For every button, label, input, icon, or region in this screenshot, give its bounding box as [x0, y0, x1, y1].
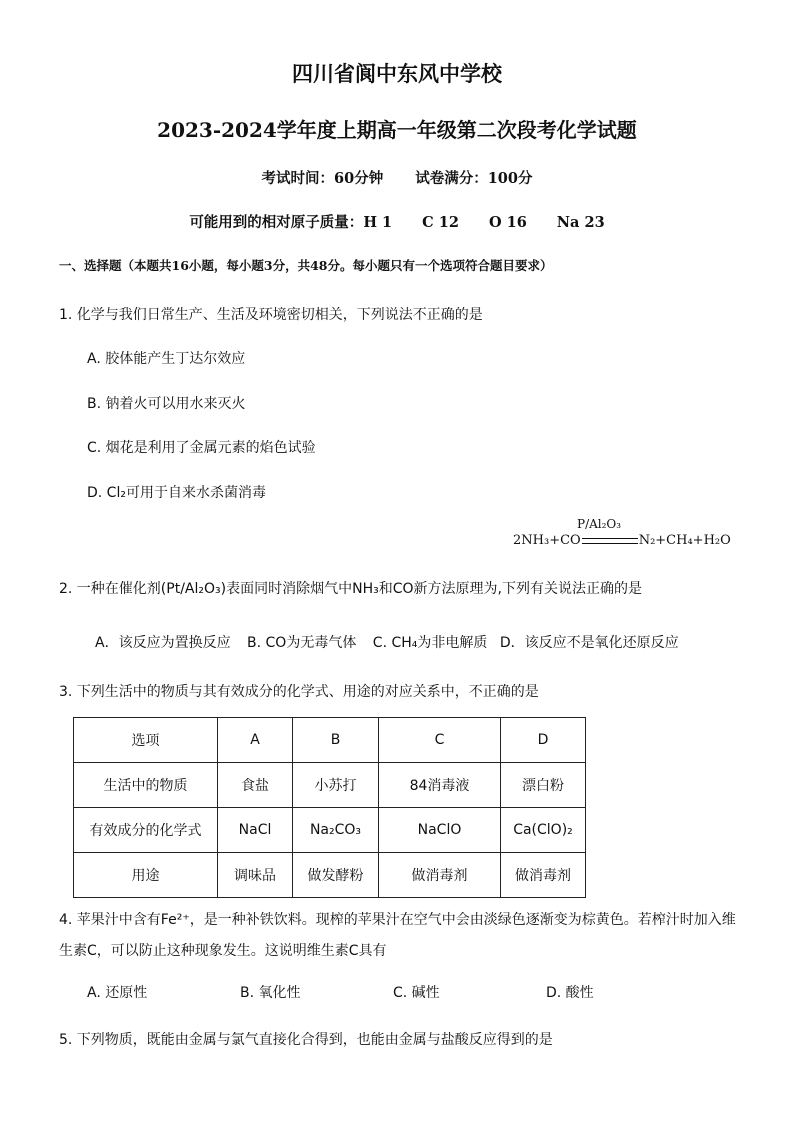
table-cell: Na₂CO₃ [293, 808, 379, 853]
atomic-masses [0, 211, 794, 232]
q2-option-b: B. CO为无毒气体 [247, 635, 357, 651]
q2-products: N₂+CH₄+H₂O [638, 533, 731, 548]
table-cell: 生活中的物质 [74, 763, 218, 808]
full-score: 试卷满分：100分 [415, 170, 533, 187]
q3-stem: 3. 下列生活中的物质与其有效成分的化学式、用途的对应关系中，不正确的是 [59, 684, 539, 700]
table-cell: 做发酵粉 [293, 853, 379, 898]
q1-option-b: B. 钠着火可以用水来灭火 [87, 396, 246, 412]
q2-options [95, 632, 679, 652]
q1-option-a: A. 胶体能产生丁达尔效应 [87, 351, 246, 367]
table-cell: NaCl [218, 808, 293, 853]
q1-option-d: D. Cl₂可用于自来水杀菌消毒 [87, 485, 266, 501]
table-cell: 食盐 [218, 763, 293, 808]
equal-arrow-icon [582, 538, 638, 544]
table-cell: 调味品 [218, 853, 293, 898]
table-cell: 小苏打 [293, 763, 379, 808]
table-cell: C [379, 718, 501, 763]
table-cell: 做消毒剂 [379, 853, 501, 898]
table-cell: B [293, 718, 379, 763]
q2-reactants: 2NH₃+CO [513, 533, 581, 548]
exam-title: 2023-2024学年度上期高一年级第二次段考化学试题 [157, 118, 637, 142]
table-cell: A [218, 718, 293, 763]
table-row [74, 808, 586, 853]
q1-stem: 1. 化学与我们日常生产、生活及环境密切相关，下列说法不正确的是 [59, 307, 483, 323]
q2-option-d: D．该反应不是氧化还原反应 [499, 635, 679, 651]
q2-stem: 2. 一种在催化剂(Pt/Al₂O₃)表面同时消除烟气中NH₃和CO新方法原理为,下列有关说法正确的是 [59, 581, 642, 597]
q4-stem: 4. 苹果汁中含有Fe²⁺，是一种补铁饮料。现榨的苹果汁在空气中会由淡绿色逐渐变为棕黄色。若榨汁时加入维生素C，可以防止这种现象发生。这说明维生素C具有 [59, 912, 736, 959]
q4-option-a: A. 还原性 [87, 985, 148, 1001]
q2-equation [513, 517, 731, 548]
atomic-mass-o: O 16 [488, 214, 527, 231]
q4-option-d: D. 酸性 [546, 985, 594, 1001]
table-cell: 用途 [74, 853, 218, 898]
table-cell: 84消毒液 [379, 763, 501, 808]
exam-time: 考试时间：60分钟 [261, 170, 384, 187]
q1-option-c: C. 烟花是利用了金属元素的焰色试验 [87, 440, 316, 456]
q5-stem: 5. 下列物质，既能由金属与氯气直接化合得到，也能由金属与盐酸反应得到的是 [59, 1032, 553, 1048]
school-title: 四川省阆中东风中学校 [292, 61, 502, 86]
atomic-mass-c: C 12 [422, 214, 459, 231]
q4-option-b: B. 氧化性 [240, 985, 301, 1001]
atomic-mass-na: Na 23 [556, 214, 605, 231]
q2-option-a: A．该反应为置换反应 [95, 635, 231, 651]
table-cell: 选项 [74, 718, 218, 763]
table-row [74, 718, 586, 763]
q2-catalyst: P/Al₂O₃ [577, 517, 622, 531]
table-cell: D [501, 718, 586, 763]
q4-option-c: C. 碱性 [393, 985, 440, 1001]
exam-info [0, 167, 794, 188]
table-cell: Ca(ClO)₂ [501, 808, 586, 853]
section-heading: 一、选择题（本题共16小题，每小题3分，共48分。每小题只有一个选项符合题目要求） [59, 258, 553, 273]
atomic-mass-label: 可能用到的相对原子质量： [189, 214, 364, 231]
table-cell: 漂白粉 [501, 763, 586, 808]
atomic-mass-h: H 1 [363, 214, 393, 231]
table-cell: NaClO [379, 808, 501, 853]
q2-option-c: C. CH₄为非电解质 [372, 635, 488, 651]
q3-table [73, 717, 586, 898]
table-cell: 有效成分的化学式 [74, 808, 218, 853]
table-row [74, 763, 586, 808]
table-row [74, 853, 586, 898]
table-cell: 做消毒剂 [501, 853, 586, 898]
